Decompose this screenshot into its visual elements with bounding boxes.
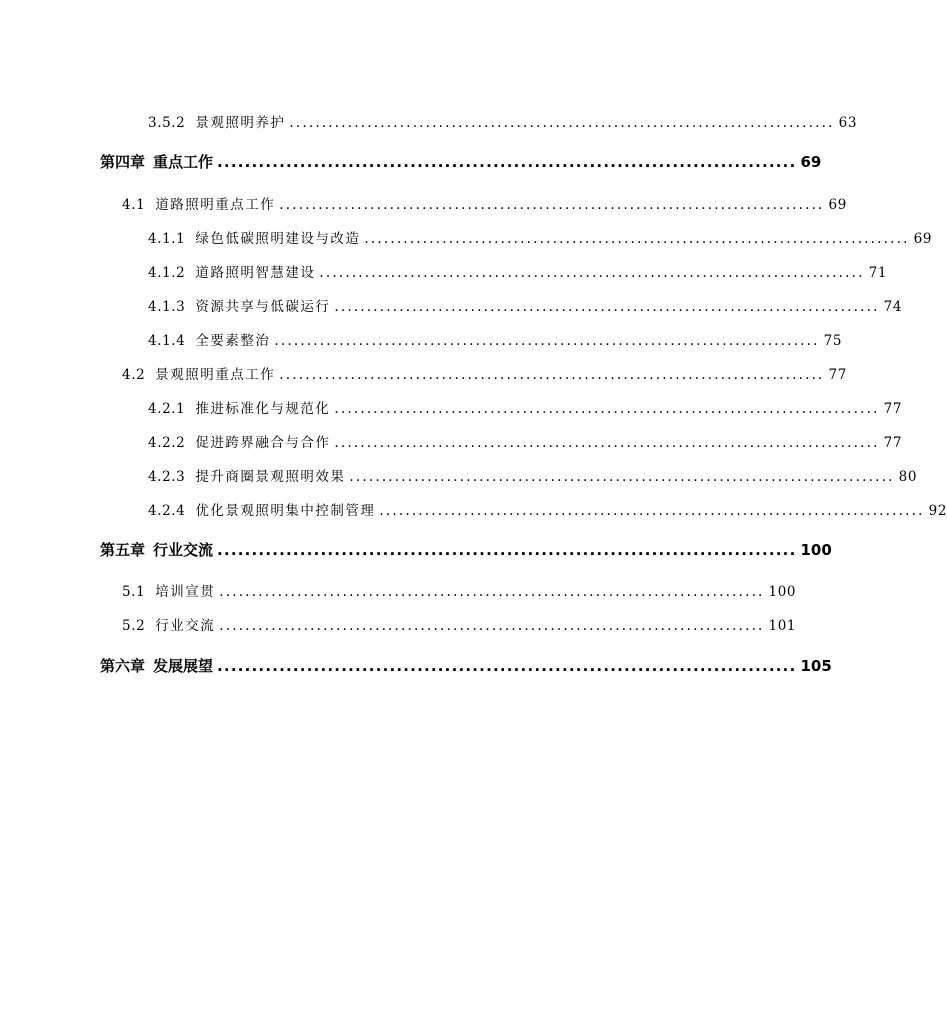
- dot-leader: ....................................................................................: [279, 197, 825, 213]
- dot-leader: ....................................................................................: [334, 401, 880, 417]
- toc-entry-title: 推进标准化与规范化: [195, 401, 331, 417]
- toc-entry-4-2-3[interactable]: [148, 465, 918, 485]
- toc-entry-title: 行业交流: [153, 541, 214, 559]
- toc-entry-title: 重点工作: [153, 153, 214, 171]
- dot-leader: ....................................................................................: [364, 231, 910, 247]
- toc-entry-page: 101: [768, 618, 797, 634]
- dot-leader: ....................................................................................: [274, 333, 820, 349]
- toc-entry-title: 景观照明养护: [195, 115, 286, 131]
- dot-leader: ....................................................................................: [217, 153, 797, 171]
- toc-entry-number: 4.2: [122, 367, 146, 383]
- toc-entry-page: 74: [883, 299, 903, 315]
- toc-entry-page: 105: [800, 657, 832, 675]
- toc-entry-page: 77: [883, 401, 903, 417]
- toc-entry-page: 100: [800, 541, 832, 559]
- toc-entry-number: 第五章: [100, 541, 146, 559]
- dot-leader: ....................................................................................: [217, 657, 797, 675]
- toc-entry-title: 促进跨界融合与合作: [195, 435, 331, 451]
- toc-entry-title: 全要素整治: [195, 333, 271, 349]
- toc-entry-4-1-2[interactable]: [148, 261, 888, 281]
- toc-entry-page: 69: [828, 197, 847, 213]
- toc-entry-chapter-4[interactable]: [100, 151, 822, 172]
- toc-entry-page: 77: [883, 435, 903, 451]
- toc-entry-title: 行业交流: [155, 618, 216, 634]
- toc-entry-4-2-1[interactable]: [148, 397, 903, 417]
- toc-entry-4-1-3[interactable]: [148, 295, 903, 315]
- toc-entry-4-2-4[interactable]: [148, 499, 947, 519]
- toc-entry-title: 景观照明重点工作: [155, 367, 276, 383]
- toc-entry-number: 3.5.2: [148, 115, 186, 131]
- toc-entry-page: 69: [913, 231, 933, 247]
- toc-entry-title: 提升商圈景观照明效果: [195, 469, 346, 485]
- toc-entry-title: 培训宣贯: [155, 584, 216, 600]
- toc-entry-title: 资源共享与低碳运行: [195, 299, 331, 315]
- toc-entry-5-2[interactable]: [122, 614, 797, 634]
- toc-entry-page: 75: [823, 333, 843, 349]
- toc-entry-4-2-2[interactable]: [148, 431, 903, 451]
- toc-entry-number: 4.2.1: [148, 401, 186, 417]
- toc-entry-number: 4.1: [122, 197, 146, 213]
- toc-entry-4-1[interactable]: [122, 193, 847, 213]
- toc-entry-page: 77: [828, 367, 847, 383]
- toc-entry-page: 92: [928, 503, 947, 519]
- toc-entry-4-1-4[interactable]: [148, 329, 843, 349]
- toc-entry-number: 4.2.2: [148, 435, 186, 451]
- toc-entry-3-5-2[interactable]: [148, 111, 858, 131]
- toc-entry-5-1[interactable]: [122, 580, 797, 600]
- toc-entry-page: 80: [898, 469, 918, 485]
- toc-entry-4-1-1[interactable]: [148, 227, 933, 247]
- dot-leader: ....................................................................................: [379, 503, 925, 519]
- toc-entry-title: 绿色低碳照明建设与改造: [195, 231, 361, 247]
- toc-entry-number: 4.1.3: [148, 299, 186, 315]
- dot-leader: ....................................................................................: [219, 618, 765, 634]
- toc-entry-title: 道路照明重点工作: [155, 197, 276, 213]
- dot-leader: ....................................................................................: [279, 367, 825, 383]
- toc-entry-title: 优化景观照明集中控制管理: [195, 503, 376, 519]
- dot-leader: ....................................................................................: [219, 584, 765, 600]
- dot-leader: ....................................................................................: [349, 469, 895, 485]
- toc-entry-number: 4.2.4: [148, 503, 186, 519]
- toc-entry-title: 发展展望: [153, 657, 214, 675]
- toc-entry-chapter-6[interactable]: [100, 655, 832, 676]
- toc-entry-page: 100: [768, 584, 797, 600]
- toc-entry-chapter-5[interactable]: [100, 539, 832, 560]
- toc-entry-page: 63: [838, 115, 858, 131]
- dot-leader: ....................................................................................: [334, 299, 880, 315]
- toc-entry-number: 5.1: [122, 584, 146, 600]
- toc-entry-4-2[interactable]: [122, 363, 847, 383]
- toc-entry-number: 4.1.2: [148, 265, 186, 281]
- toc-entry-number: 第六章: [100, 657, 146, 675]
- toc-entry-number: 第四章: [100, 153, 146, 171]
- toc-entry-number: 4.2.3: [148, 469, 186, 485]
- toc-entry-number: 4.1.1: [148, 231, 186, 247]
- dot-leader: ....................................................................................: [334, 435, 880, 451]
- toc-entry-title: 道路照明智慧建设: [195, 265, 316, 281]
- dot-leader: ....................................................................................: [289, 115, 835, 131]
- toc-entry-page: 71: [868, 265, 888, 281]
- dot-leader: ....................................................................................: [319, 265, 865, 281]
- dot-leader: ....................................................................................: [217, 541, 797, 559]
- toc-entry-number: 4.1.4: [148, 333, 186, 349]
- toc-entry-number: 5.2: [122, 618, 146, 634]
- toc-entry-page: 69: [800, 153, 822, 171]
